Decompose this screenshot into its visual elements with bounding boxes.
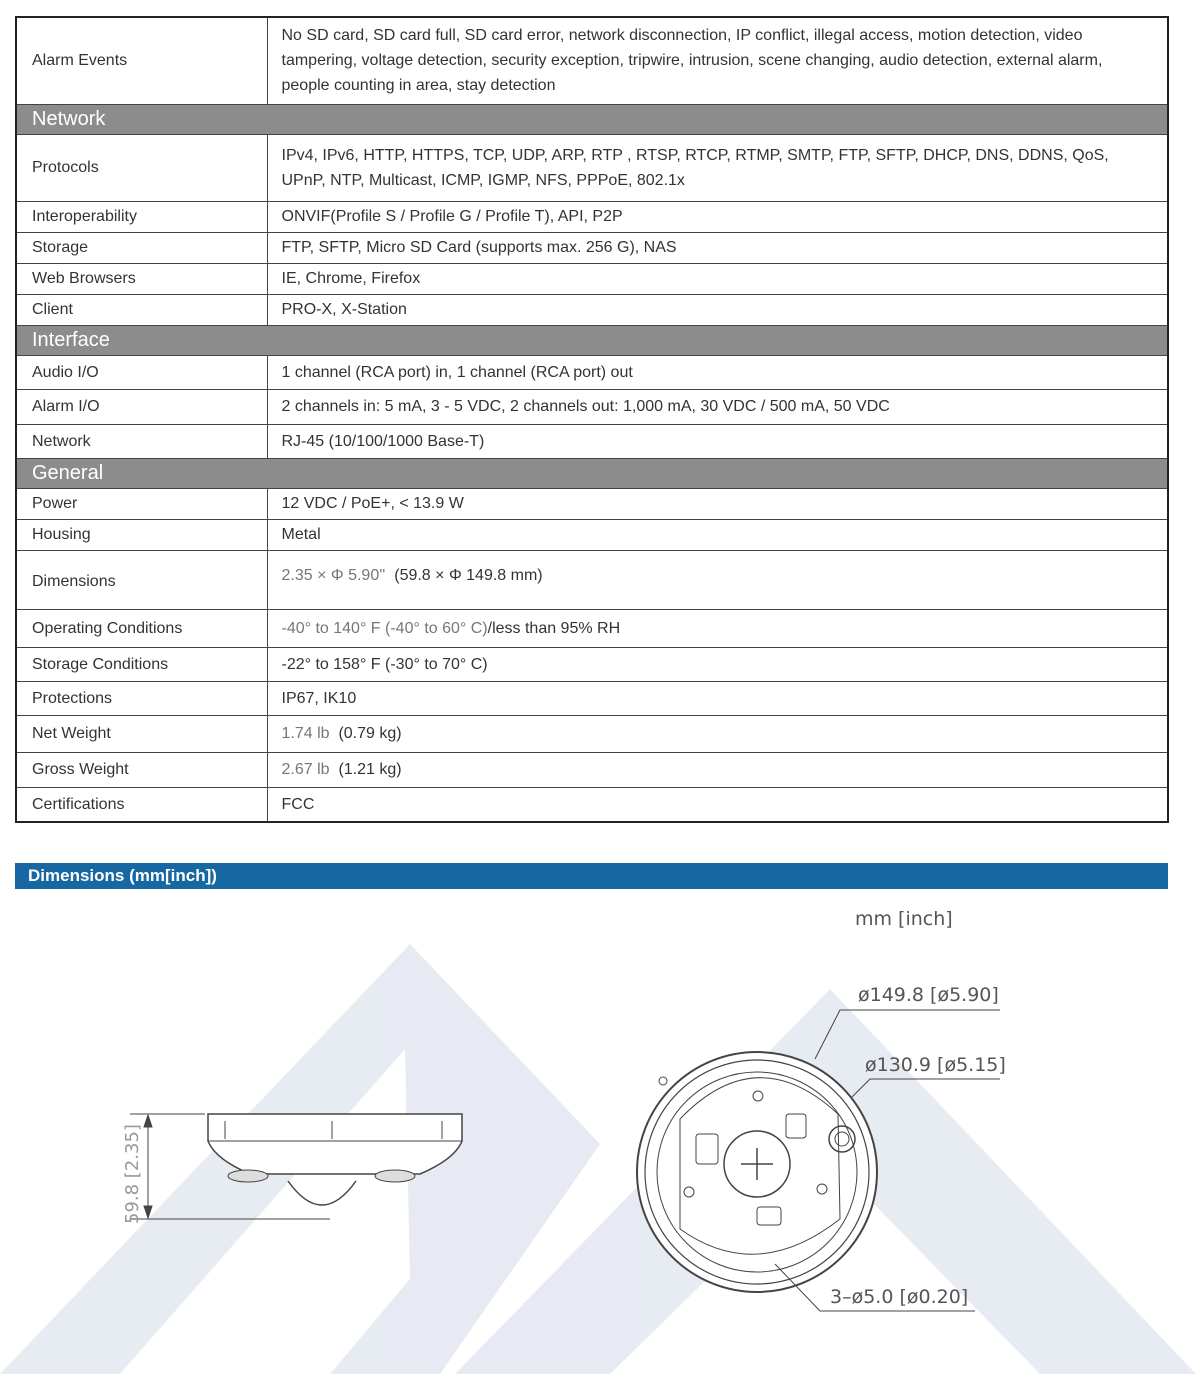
spec-value: No SD card, SD card full, SD card error, network disconnection, IP conflict, illegal access, motion detection, video tampering, voltage detection, security exception, tripwire, intrusion, scene changing, audio detection, external alarm, people counting in area, stay detection <box>267 17 1168 104</box>
spec-label: Interoperability <box>16 201 267 232</box>
spec-row-housing <box>16 519 1168 550</box>
net-weight-lb: 1.74 lb <box>281 725 330 742</box>
spec-label: Net Weight <box>16 715 267 752</box>
spec-value: FTP, SFTP, Micro SD Card (supports max. 256 G), NAS <box>267 232 1168 263</box>
section-general <box>16 458 1168 488</box>
dimension-drawing <box>0 889 1196 1374</box>
spec-label: Housing <box>16 519 267 550</box>
spec-value: 1 channel (RCA port) in, 1 channel (RCA port) out <box>267 355 1168 389</box>
spec-row-alarm-io <box>16 389 1168 424</box>
spec-label: Alarm I/O <box>16 389 267 424</box>
spec-row-power <box>16 488 1168 519</box>
spec-label: Power <box>16 488 267 519</box>
spec-label: Storage <box>16 232 267 263</box>
spec-table <box>15 16 1169 823</box>
spec-label: Certifications <box>16 787 267 822</box>
spec-label: Web Browsers <box>16 263 267 294</box>
spec-row-alarm-events <box>16 17 1168 104</box>
spec-label: Dimensions <box>16 550 267 609</box>
spec-value: RJ-45 (10/100/1000 Base-T) <box>267 424 1168 458</box>
section-network <box>16 104 1168 134</box>
spec-row-net-weight <box>16 715 1168 752</box>
spec-value <box>267 715 1168 752</box>
holes-label: 3–ø5.0 [ø0.20] <box>830 1286 969 1308</box>
operating-temp: -40° to 140° F (-40° to 60° C) <box>281 619 488 637</box>
spec-label: Network <box>16 424 267 458</box>
height-label: 59.8 [2.35] <box>122 1124 143 1224</box>
section-title: Interface <box>16 325 1168 355</box>
spec-label: Protocols <box>16 134 267 201</box>
section-interface <box>16 325 1168 355</box>
spec-row-protocols <box>16 134 1168 201</box>
spec-row-certifications <box>16 787 1168 822</box>
spec-value: 2 channels in: 5 mA, 3 - 5 VDC, 2 channels out: 1,000 mA, 30 VDC / 500 mA, 50 VDC <box>267 389 1168 424</box>
spec-label: Audio I/O <box>16 355 267 389</box>
spec-label: Client <box>16 294 267 325</box>
spec-value <box>267 609 1168 647</box>
net-weight-kg: (0.79 kg) <box>338 725 402 742</box>
spec-row-dimensions <box>16 550 1168 609</box>
spec-value <box>267 752 1168 787</box>
outer-diameter-label: ø149.8 [ø5.90] <box>858 984 999 1006</box>
spec-value: IE, Chrome, Firefox <box>267 263 1168 294</box>
operating-humidity: /less than 95% RH <box>487 619 621 637</box>
top-view <box>637 1052 877 1292</box>
section-title: General <box>16 458 1168 488</box>
section-title: Network <box>16 104 1168 134</box>
spec-row-web-browsers <box>16 263 1168 294</box>
gross-weight-kg: (1.21 kg) <box>338 761 402 778</box>
spec-value: Metal <box>267 519 1168 550</box>
spec-label: Operating Conditions <box>16 609 267 647</box>
spec-label: Storage Conditions <box>16 647 267 681</box>
spec-row-storage-conditions <box>16 647 1168 681</box>
spec-value: IPv4, IPv6, HTTP, HTTPS, TCP, UDP, ARP, RTP , RTSP, RTCP, RTMP, SMTP, FTP, SFTP, DHCP, DNS, DDNS, QoS, UPnP, NTP, Multicast, ICMP, IGMP, NFS, PPPoE, 802.1x <box>267 134 1168 201</box>
spec-value: ONVIF(Profile S / Profile G / Profile T), API, P2P <box>267 201 1168 232</box>
spec-value: -22° to 158° F (-30° to 70° C) <box>267 647 1168 681</box>
spec-row-protections <box>16 681 1168 715</box>
spec-label: Gross Weight <box>16 752 267 787</box>
spec-label: Alarm Events <box>16 17 267 104</box>
dimensions-metric: (59.8 × Φ 149.8 mm) <box>394 566 543 584</box>
spec-value: FCC <box>267 787 1168 822</box>
spec-row-operating <box>16 609 1168 647</box>
spec-row-storage <box>16 232 1168 263</box>
spec-row-interoperability <box>16 201 1168 232</box>
inner-diameter-label: ø130.9 [ø5.15] <box>865 1054 1006 1076</box>
spec-row-client <box>16 294 1168 325</box>
gross-weight-lb: 2.67 lb <box>281 761 330 778</box>
spec-row-audio-io <box>16 355 1168 389</box>
spec-value: 12 VDC / PoE+, < 13.9 W <box>267 488 1168 519</box>
spec-row-gross-weight <box>16 752 1168 787</box>
dimensions-imperial: 2.35 × Φ 5.90'' <box>281 566 386 584</box>
spec-label: Protections <box>16 681 267 715</box>
spec-value: IP67, IK10 <box>267 681 1168 715</box>
unit-note: mm [inch] <box>855 908 953 930</box>
spec-row-network <box>16 424 1168 458</box>
spec-value <box>267 550 1168 609</box>
spec-value: PRO-X, X-Station <box>267 294 1168 325</box>
dimensions-header: Dimensions (mm[inch]) <box>15 863 1168 889</box>
watermark-logo <box>0 944 1196 1374</box>
